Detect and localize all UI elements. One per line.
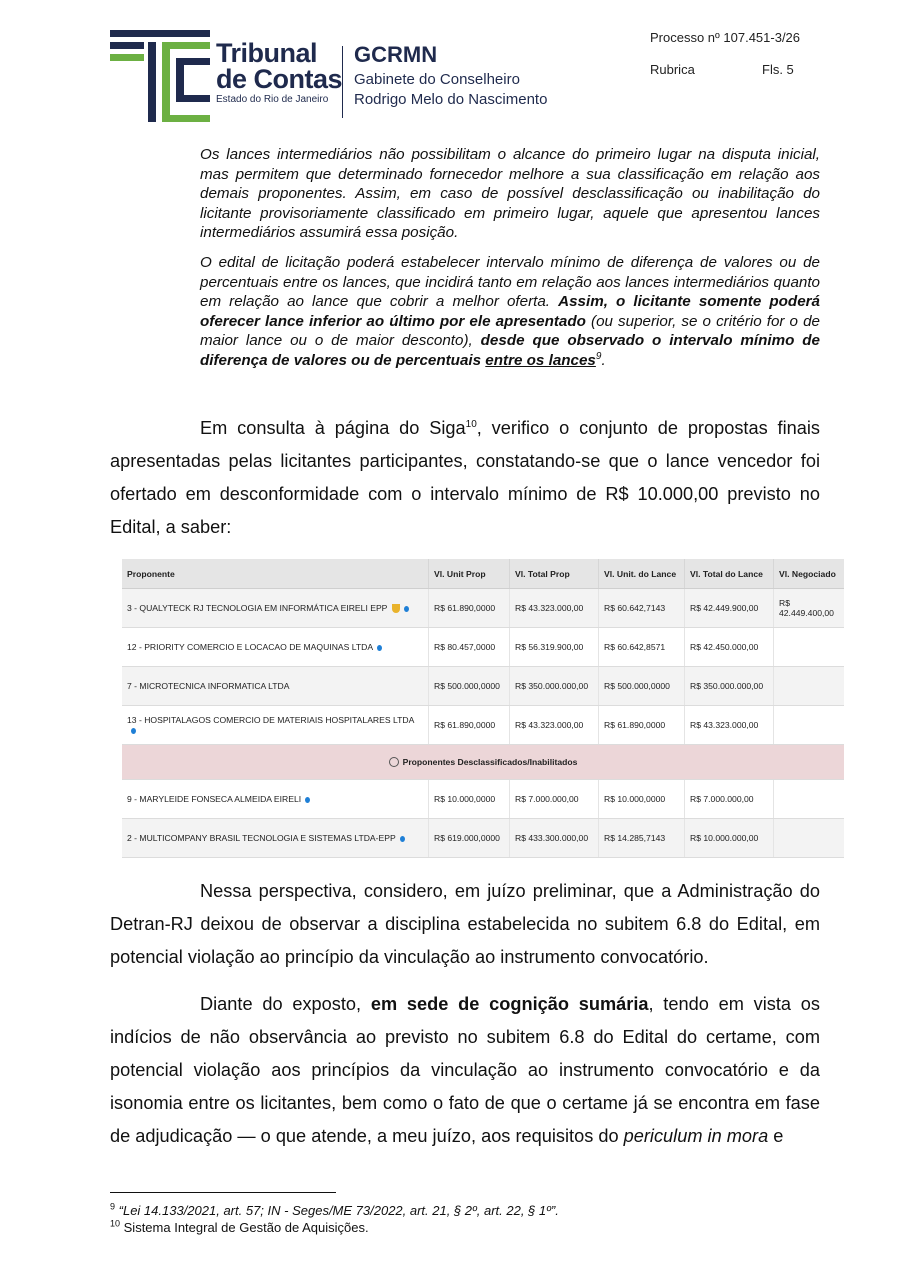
info-dot-icon bbox=[305, 797, 310, 803]
unit-lance-cell: R$ 60.642,7143 bbox=[599, 589, 685, 628]
proponent-cell: 9 - MARYLEIDE FONSECA ALMEIDA EIRELI bbox=[122, 780, 429, 819]
info-dot-icon bbox=[400, 836, 405, 842]
logo-divider bbox=[342, 46, 343, 118]
page-number: Fls. 5 bbox=[762, 62, 794, 77]
total-lance-cell: R$ 42.449.900,00 bbox=[685, 589, 774, 628]
trophy-icon bbox=[392, 604, 400, 613]
unit-lance-cell: R$ 10.000,0000 bbox=[599, 780, 685, 819]
negociado-cell bbox=[774, 819, 845, 858]
body-paragraph-1: Em consulta à página do Siga$^{10}$, verifico o conjunto de propostas finais apresentadas pelas licitantes participantes, constatando-se que o lance vencedor foi ofertado em desconformidade com o intervalo mínimo de R$ 10.000,00 previsto no Edital, a saber: bbox=[110, 418, 820, 537]
negociado-cell: R$ 42.449.400,00 bbox=[774, 589, 845, 628]
table-header-row bbox=[122, 559, 844, 589]
col-proponente: Proponente bbox=[122, 559, 429, 589]
total-lance-cell: R$ 42.450.000,00 bbox=[685, 628, 774, 667]
total-prop-cell: R$ 43.323.000,00 bbox=[510, 706, 599, 745]
proponent-cell: 7 - MICROTECNICA INFORMATICA LTDA bbox=[122, 667, 429, 706]
rubrica-label: Rubrica bbox=[650, 62, 695, 77]
table-row bbox=[122, 589, 844, 628]
negociado-cell bbox=[774, 706, 845, 745]
disqualified-label: Proponentes Desclassificados/Inabilitados bbox=[402, 756, 578, 767]
unit-lance-cell: R$ 60.642,8571 bbox=[599, 628, 685, 667]
negociado-cell bbox=[774, 667, 845, 706]
table-row bbox=[122, 667, 844, 706]
total-prop-cell: R$ 43.323.000,00 bbox=[510, 589, 599, 628]
total-lance-cell: R$ 43.323.000,00 bbox=[685, 706, 774, 745]
unit-prop-cell: R$ 61.890,0000 bbox=[429, 589, 510, 628]
unit-lance-cell: R$ 14.285,7143 bbox=[599, 819, 685, 858]
bids-table bbox=[122, 559, 844, 858]
total-prop-cell: R$ 7.000.000,00 bbox=[510, 780, 599, 819]
proponent-cell: 3 - QUALYTECK RJ TECNOLOGIA EM INFORMÁTICA EIRELI EPP bbox=[122, 589, 429, 628]
office-name: Gabinete do Conselheiro Rodrigo Melo do Nascimento bbox=[354, 71, 548, 108]
col-unit-lance: Vl. Unit. do Lance bbox=[599, 559, 685, 589]
quote-paragraph-2: O edital de licitação poderá estabelecer intervalo mínimo de diferença de valores ou de percentuais entre os lances, que incidirá tanto em relação aos lances intermediários quanto em relação ao lance que cobrir a melhor oferta. Assim, o licitante somente poderá oferecer lance inferior ao último por ele apresentado (ou superior, se o critério for o de maior lance ou o de maior desconto), desde que observado o intervalo mínimo de diferença de valores ou de percentuais entre os lances$^9$. bbox=[200, 254, 821, 369]
unit-prop-cell: R$ 61.890,0000 bbox=[429, 706, 510, 745]
footnote-9: $^9$ “Lei 14.133/2021, art. 57; IN - Seges/ME 73/2022, art. 21, § 2º, art. 22, § 1º”. bbox=[110, 1201, 559, 1218]
unit-prop-cell: R$ 10.000,0000 bbox=[429, 780, 510, 819]
negociado-cell bbox=[774, 628, 845, 667]
table-row bbox=[122, 819, 844, 858]
unit-prop-cell: R$ 619.000,0000 bbox=[429, 819, 510, 858]
total-prop-cell: R$ 350.000.000,00 bbox=[510, 667, 599, 706]
table-row bbox=[122, 628, 844, 667]
ban-icon bbox=[389, 757, 399, 767]
negociado-cell bbox=[774, 780, 845, 819]
quote-paragraph-1: Os lances intermediários não possibilitam o alcance do primeiro lugar na disputa inicial, mas permitem que determinado fornecedor melhore a sua classificação em relação aos demais proponentes. Assim, em caso de possível desclassificação ou inabilitação do licitante provisoriamente classificado em primeiro lugar, aquele que apresentou lances intermediários assumirá essa posição. bbox=[200, 146, 820, 242]
logo-subtitle: Estado do Rio de Janeiro bbox=[216, 94, 329, 105]
info-dot-icon bbox=[377, 645, 382, 651]
col-total-lance: Vl. Total do Lance bbox=[685, 559, 774, 589]
footnote-divider bbox=[110, 1192, 336, 1193]
body-paragraph-2: Nessa perspectiva, considero, em juízo preliminar, que a Administração do Detran-RJ deixou de observar a disciplina estabelecida no subitem 6.8 do Edital, em potencial violação ao princípio da vinculação ao instrumento convocatório. bbox=[110, 881, 820, 967]
col-total-prop: Vl. Total Prop bbox=[510, 559, 599, 589]
unit-lance-cell: R$ 500.000,0000 bbox=[599, 667, 685, 706]
footnote-ref-10[interactable]: 10 bbox=[465, 418, 477, 430]
proponent-cell: 12 - PRIORITY COMERCIO E LOCACAO DE MAQUINAS LTDA bbox=[122, 628, 429, 667]
info-dot-icon bbox=[131, 728, 136, 734]
footnote-10: $^{10}$ Sistema Integral de Gestão de Aquisições. bbox=[110, 1218, 369, 1235]
tce-logo-mark-icon bbox=[110, 30, 210, 122]
office-acronym: GCRMN bbox=[354, 42, 438, 67]
total-prop-cell: R$ 56.319.900,00 bbox=[510, 628, 599, 667]
table-row bbox=[122, 780, 844, 819]
proponent-cell: 13 - HOSPITALAGOS COMERCIO DE MATERIAIS HOSPITALARES LTDA bbox=[122, 706, 429, 745]
table-row bbox=[122, 706, 844, 745]
process-number: Processo nº 107.451-3/26 bbox=[650, 30, 801, 45]
tce-logo bbox=[110, 30, 570, 122]
body-paragraph-3: Diante do exposto, em sede de cognição sumária, tendo em vista os indícios de não observância ao previsto no subitem 6.8 do Edital do certame, com potencial violação aos princípios da vinculação ao instrumento convocatório e da isonomia entre os licitantes, bem como o fato de que o certame já se encontra em fase de adjudicação — o que atende, a meu juízo, aos requisitos do periculum in mora e bbox=[110, 994, 820, 1146]
total-prop-cell: R$ 433.300.000,00 bbox=[510, 819, 599, 858]
unit-lance-cell: R$ 61.890,0000 bbox=[599, 706, 685, 745]
proponent-cell: 2 - MULTICOMPANY BRASIL TECNOLOGIA E SISTEMAS LTDA-EPP bbox=[122, 819, 429, 858]
footnote-ref-9[interactable]: 9 bbox=[595, 350, 602, 362]
col-unit-prop: Vl. Unit Prop bbox=[429, 559, 510, 589]
total-lance-cell: R$ 10.000.000,00 bbox=[685, 819, 774, 858]
col-negociado: Vl. Negociado bbox=[774, 559, 845, 589]
total-lance-cell: R$ 7.000.000,00 bbox=[685, 780, 774, 819]
total-lance-cell: R$ 350.000.000,00 bbox=[685, 667, 774, 706]
unit-prop-cell: R$ 500.000,0000 bbox=[429, 667, 510, 706]
logo-title: Tribunal de Contas bbox=[216, 38, 343, 94]
disqualified-section-header bbox=[122, 745, 844, 780]
info-dot-icon bbox=[404, 606, 409, 612]
unit-prop-cell: R$ 80.457,0000 bbox=[429, 628, 510, 667]
